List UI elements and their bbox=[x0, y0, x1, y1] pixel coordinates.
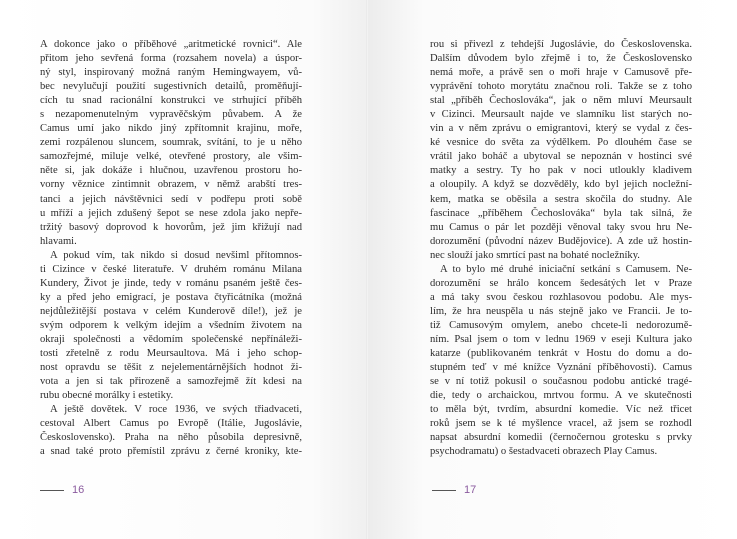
left-page-number-text: 16 bbox=[72, 484, 85, 496]
left-page-number bbox=[40, 484, 84, 496]
text-line: dorozumění se hrálo koncem šedesátých let v Praze bbox=[430, 277, 692, 289]
text-line: vota a jen si tak přirozeně a samozřejmě žít kdesi na bbox=[40, 376, 302, 388]
right-page bbox=[368, 0, 737, 539]
text-line: svým odporem k velkým idejím a všedním životem na bbox=[40, 319, 302, 331]
left-page bbox=[0, 0, 368, 539]
text-line: A pokud vím, tak nikdo si dosud nevšiml přítomnos- bbox=[50, 249, 302, 261]
text-line: vorny věznice zintimnit obrazem, v němž arabští tres- bbox=[40, 179, 302, 191]
text-line: tosti zřetelně z rodu Meursaultova. Má i jeho schop- bbox=[40, 348, 302, 360]
left-page-text bbox=[40, 38, 302, 459]
text-line: Československo). Praha na něho působila depresivně, bbox=[40, 432, 302, 444]
text-line: a má taky svou českou rozhlasovou podobu. Ale mys- bbox=[430, 291, 692, 303]
text-line: hlavami. bbox=[40, 235, 77, 247]
text-line: tržitý basový doprovod k hovorům, jež jim křižují nad bbox=[40, 221, 302, 233]
text-line: přitom jeho sevřená forma (rozsahem novela) a úspor- bbox=[40, 53, 302, 65]
text-line: nemá moře, a právě sen o moři hraje v Camusově pře- bbox=[430, 67, 692, 79]
text-line: stupném teď v mé knížce Vyznání příběhovosti). Camus bbox=[430, 362, 692, 374]
text-line: a oloupily. A když se dozvěděly, kdo byl jejich nocležní- bbox=[430, 179, 692, 191]
text-line: cestoval Albert Camus po Evropě (Itálie, Jugoslávie, bbox=[40, 418, 302, 430]
text-line: A ještě dovětek. V roce 1936, ve svých třiadvaceti, bbox=[50, 404, 302, 416]
text-line: vyprávění tohoto morytátu značnou roli. Takže se z toho bbox=[430, 81, 692, 93]
text-line: a snad také proto přemístil zprávu z černé kroniky, kte- bbox=[40, 446, 302, 458]
text-line: mu Camus o pár let později věnoval taky svou hru Ne- bbox=[430, 221, 692, 233]
text-line: A dokonce jako o příběhové „aritmetické rovnici“. Ale bbox=[40, 39, 302, 50]
right-page-number bbox=[432, 484, 476, 496]
text-line: ky a před jeho emigrací, je postava čtyřicátníka (možná bbox=[40, 291, 302, 303]
text-line: něte si, jak dokáže i hlučnou, uzavřenou prostoru ho- bbox=[40, 165, 302, 177]
text-line: roků jsem se k té myšlence vracel, až jsem se rozhodl bbox=[430, 418, 692, 430]
text-line: v Cizinci. Meursault najde ve slamníku list starých no- bbox=[430, 109, 692, 121]
text-line: stal „příběh Čechoslováka“, jak o něm mluví Meursault bbox=[430, 95, 692, 107]
text-line: ním. Psal jsem o tom v lednu 1969 v eseji Kultura jako bbox=[430, 333, 692, 345]
text-line: to měla být, tvrdím, absurdní komedie. Víc než třicet bbox=[430, 404, 692, 416]
right-page-number-text: 17 bbox=[464, 484, 477, 496]
text-line: rubu obecné morálky i estetiky. bbox=[40, 390, 174, 402]
text-line: okraji společnosti a vědomím společenské nepřínáleži- bbox=[40, 333, 302, 345]
text-line: vrátil jako boháč a ubytoval se nepoznán v hostinci své bbox=[430, 151, 692, 163]
text-line: rou si přivezl z tehdejší Jugoslávie, do Československa. bbox=[430, 39, 692, 50]
text-line: kem, matka se oběsila a sestra skočila do studny. Ale bbox=[430, 193, 692, 205]
text-line: matky a sestry. Ty ho pak v noci utloukly kladivem bbox=[430, 165, 692, 177]
text-line: tiž Camusovým omylem, anebo chcete-li nedorozumě- bbox=[430, 319, 692, 331]
text-line: samozřejmé, miluje velké, otevřené prostory, ale všim- bbox=[40, 151, 302, 163]
text-line: ti Cizince v české literatuře. V druhém románu Milana bbox=[40, 263, 302, 275]
text-line: napsat absurdní komedii (černočernou grotesku s prvky bbox=[430, 432, 692, 444]
text-line: nejdůležitější postava v celém Kunderově díle!), jež je bbox=[40, 305, 302, 317]
text-line: Dalším důvodem bylo zřejmě i to, že Československo bbox=[430, 53, 692, 65]
text-line: die, tedy o archaickou, mrtvou formu. A ve skutečnosti bbox=[430, 390, 692, 402]
text-line: zemi rozpálenou sluncem, soumrak, svítání, to je u něho bbox=[40, 137, 302, 149]
text-line: dorozumění (původní název Budějovice). A zde už hostin- bbox=[430, 235, 692, 247]
text-line: fascinace „příběhem Čechoslováka“ byla tak silná, že bbox=[430, 207, 692, 219]
text-line: ké vesnice do světa za výdělkem. Po dlouhém čase se bbox=[430, 137, 692, 149]
text-line: bec nevylučují použití sugestivních detailů, proměňují- bbox=[40, 81, 302, 93]
text-line: tanci a jejich návštěvnici sedí v podřepu proti sobě bbox=[40, 193, 302, 205]
text-line: ný styl, inspirovaný možná raným Hemingwayem, vů- bbox=[40, 67, 302, 79]
text-line: se v ní totiž pokusil o současnou podobu antické tragé- bbox=[430, 376, 692, 388]
text-line: lím, že hra neuspěla u nás stejně jako ve Francii. Je to- bbox=[430, 305, 692, 317]
text-line: Kundery, Život je jinde, tedy v románu psaném ještě čes- bbox=[40, 277, 302, 289]
text-line: A to bylo mé druhé iniciační setkání s Camusem. Ne- bbox=[440, 263, 692, 275]
folio-rule bbox=[40, 490, 64, 491]
text-line: cích tu snad racionální konstrukci ve strhující příběh bbox=[40, 95, 302, 107]
text-line: Camus umí jako nikdo jiný zpřítomnit krajinu, moře, bbox=[40, 123, 302, 135]
text-line: s nezapomenutelným vypravěčským půvabem. A že bbox=[40, 109, 302, 121]
text-line: nost opravdu se těšit z nejelementárnějších hodnot ži- bbox=[40, 362, 302, 374]
text-line: nec slouží jako smrtící past na bohaté nocležníky. bbox=[430, 249, 640, 261]
text-line: u mříží a jejich zdušený šepot se nese zdola jako nepře- bbox=[40, 207, 302, 219]
text-line: psychodramatu) o šestadvaceti obrazech Play Camus. bbox=[430, 446, 658, 458]
folio-rule bbox=[432, 490, 456, 491]
right-page-text bbox=[430, 38, 692, 459]
text-line: vin a v něm zprávu o emigrantovi, který se vydal z čes- bbox=[430, 123, 692, 135]
text-line: katarze (publikovaném tenkrát v Hostu do domu a do- bbox=[430, 348, 692, 360]
